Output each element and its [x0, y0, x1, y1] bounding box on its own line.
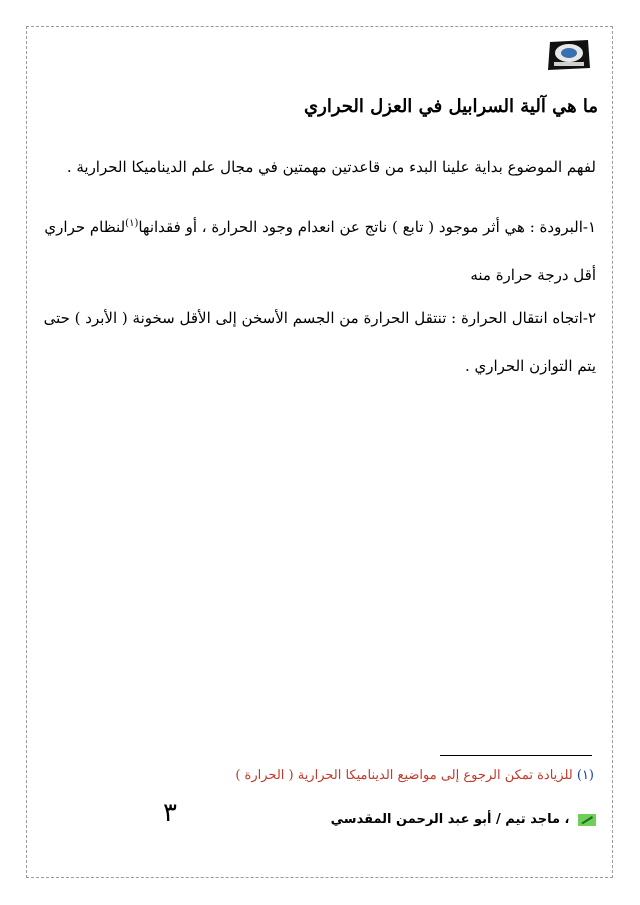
footnote-reference[interactable]: (١) — [125, 218, 139, 229]
author-name: ، ماجد تيم / أبو عبد الرحمن المقدسي — [330, 812, 570, 827]
page-border — [26, 26, 613, 878]
list-item-cold — [36, 200, 596, 299]
publisher-logo-icon — [546, 38, 592, 72]
footnote-divider — [440, 755, 592, 756]
list-item-text-continued: لنظام حراري أقل درجة حرارة منه — [44, 218, 596, 284]
list-item-text: ١-البرودة : هي أثر موجود ( تابع ) ناتج عن انعدام وجود الحرارة ، أو فقدانها — [138, 218, 596, 236]
page-title: ما هي آلية السرابيل في العزل الحراري — [304, 96, 598, 117]
intro-paragraph: لفهم الموضوع بداية علينا البدء من قاعدتين مهمتين في مجال علم الديناميكا الحرارية . — [66, 158, 596, 176]
footnote-mark: (١) — [576, 768, 594, 783]
footnote — [235, 768, 594, 783]
footnote-text: للزيادة تمكن الرجوع إلى مواضيع الديناميكا الحرارية ( الحرارة ) — [235, 768, 573, 783]
page-number: ٣ — [163, 798, 177, 828]
pen-icon — [578, 814, 596, 826]
list-item-heat-direction: ٢-اتجاه انتقال الحرارة : تنتقل الحرارة من الجسم الأسخن إلى الأقل سخونة ( الأبرد ) حتى يتم التوازن الحراري . — [43, 309, 596, 375]
author-signature — [331, 812, 596, 827]
